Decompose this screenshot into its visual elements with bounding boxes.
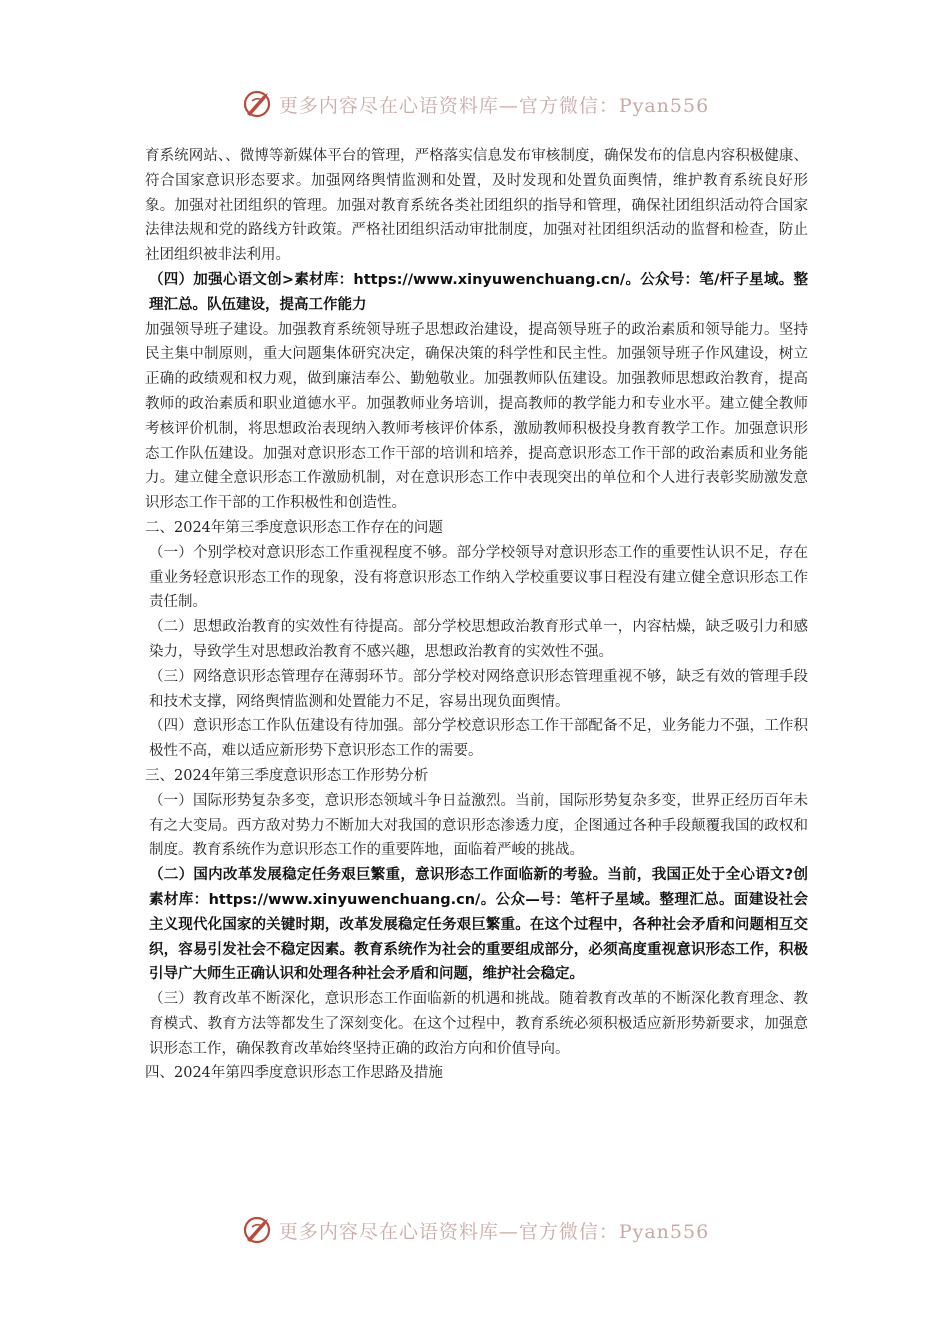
banner-text: 更多内容尽在心语资料库—官方微信：Pyan556	[278, 1220, 710, 1243]
header-banner	[0, 84, 950, 124]
paragraph: （三）网络意识形态管理存在薄弱环节。部分学校对网络意识形态管理重视不够，缺乏有效的管理手段和技术支撑，网络舆情监测和处置能力不足，容易出现负面舆情。	[149, 668, 808, 710]
pen-nib-logo-icon	[241, 87, 275, 121]
paragraph: （三）教育改革不断深化，意识形态工作面临新的机遇和挑战。随着教育改革的不断深化教育理念、教育模式、教育方法等都发生了深刻变化。在这个过程中，教育系统必须积极适应新形势新要求，加强意识形态工作，确保教育改革始终坚持正确的政治方向和价值导向。	[149, 991, 808, 1057]
paragraph: 育系统网站、、微博等新媒体平台的管理，严格落实信息发布审核制度，确保发布的信息内容积极健康、符合国家意识形态要求。加强网络舆情监测和处置，及时发现和处置负面舆情，维护教育系统良好形象。加强对社团组织的管理。加强对教育系统各类社团组织的指导和管理，确保社团组织活动符合国家法律法规和党的路线方针政策。严格社团组织活动审批制度，加强对社团组织活动的监督和检查，防止社团组织被非法利用。	[145, 148, 808, 264]
paragraph-bold: （二）国内改革发展稳定任务艰巨繁重，意识形态工作面临新的考验。当前，我国正处于全心语文?创素材库：https://www.xinyuwenchuang.cn/。公众—号：笔杆子星域。整理汇总。面建设社会主义现代化国家的关键时期，改革发展稳定任务艰巨繁重。在这个过程中，各种社会矛盾和问题相互交织，容易引发社会不稳定因素。教育系统作为社会的重要组成部分，必须高度重视意识形态工作，积极引导广大师生正确认识和处理各种社会矛盾和问题，维护社会稳定。	[149, 867, 808, 983]
section-heading: 二、2024年第三季度意识形态工作存在的问题	[145, 519, 443, 536]
pen-nib-logo-icon	[241, 1213, 275, 1247]
banner-text: 更多内容尽在心语资料库—官方微信：Pyan556	[278, 94, 710, 117]
document-body	[145, 144, 808, 1086]
paragraph: （二）思想政治教育的实效性有待提高。部分学校思想政治教育形式单一，内容枯燥，缺乏吸引力和感染力，导致学生对思想政治教育不感兴趣，思想政治教育的实效性不强。	[149, 619, 808, 660]
footer-banner	[0, 1210, 950, 1250]
section-heading: 四、2024年第四季度意识形态工作思路及措施	[145, 1065, 443, 1082]
paragraph: （一）国际形势复杂多变，意识形态领域斗争日益激烈。当前，国际形势复杂多变，世界正经历百年未有之大变局。西方敌对势力不断加大对我国的意识形态渗透力度，企图通过各种手段颠覆我国的政权和制度。教育系统作为意识形态工作的重要阵地，面临着严峻的挑战。	[149, 792, 808, 859]
section-heading: （四）加强心语文创>素材库：https://www.xinyuwenchuang.cn/。公众号：笔/杆子星域。整理汇总。队伍建设，提高工作能力	[149, 271, 808, 313]
section-heading: 三、2024年第三季度意识形态工作形势分析	[145, 767, 429, 784]
paragraph: 加强领导班子建设。加强教育系统领导班子思想政治建设，提高领导班子的政治素质和领导能力。坚持民主集中制原则，重大问题集体研究决定，确保决策的科学性和民主性。加强领导班子作风建设，树立正确的政绩观和权力观，做到廉洁奉公、勤勉敬业。加强教师队伍建设。加强教师思想政治教育，提高教师的政治素质和职业道德水平。加强教师业务培训，提高教师的教学能力和专业水平。建立健全教师考核评价机制，将思想政治表现纳入教师考核评价体系，激励教师积极投身教育教学工作。加强意识形态工作队伍建设。加强对意识形态工作干部的培训和培养，提高意识形态工作干部的政治素质和业务能力。建立健全意识形态工作激励机制，对在意识形态工作中表现突出的单位和个人进行表彰奖励激发意识形态工作干部的工作积极性和创造性。	[145, 321, 808, 512]
paragraph: （一）个别学校对意识形态工作重视程度不够。部分学校领导对意识形态工作的重要性认识不足，存在重业务轻意识形态工作的现象，没有将意识形态工作纳入学校重要议事日程没有建立健全意识形态工作责任制。	[149, 544, 808, 611]
paragraph: （四）意识形态工作队伍建设有待加强。部分学校意识形态工作干部配备不足，业务能力不强，工作积极性不高，难以适应新形势下意识形态工作的需要。	[149, 718, 808, 760]
